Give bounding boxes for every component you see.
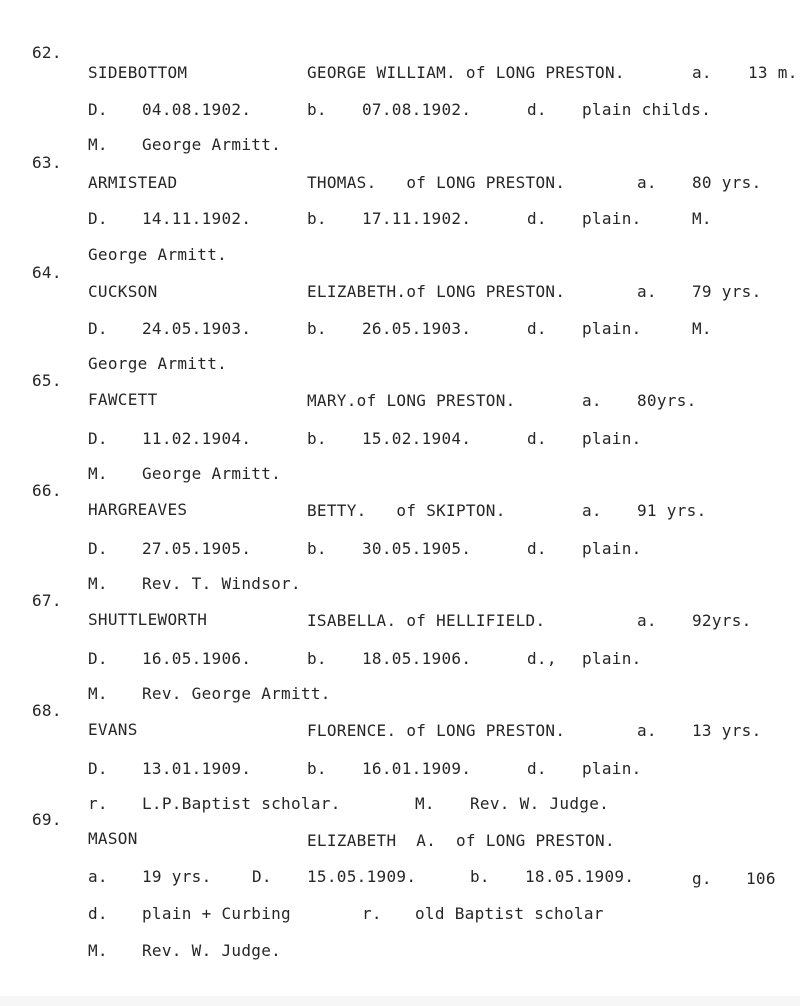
remarks: L.P.Baptist scholar. (142, 794, 341, 813)
minister-name: Rev. W. Judge. (470, 794, 610, 813)
grave-type-label: d. (527, 319, 547, 338)
death-label: D. (88, 539, 108, 558)
death-label: D. (88, 649, 108, 668)
death-date: 13.01.1909. (142, 759, 252, 778)
entry-surname: SHUTTLEWORTH (88, 610, 208, 629)
grave-type: plain. (582, 319, 642, 338)
death-label: D. (252, 867, 272, 886)
age-label: a. (637, 173, 657, 192)
entry-given-name: FLORENCE. of LONG PRESTON. (307, 721, 566, 740)
grave-number-label: g. (692, 869, 712, 888)
burial-label: b. (307, 539, 327, 558)
entry-number: 68. (32, 701, 62, 720)
death-date: 04.08.1902. (142, 100, 252, 119)
grave-type-label: d. (527, 429, 547, 448)
age-value: 80 yrs. (692, 173, 762, 192)
entry-number: 66. (32, 481, 62, 500)
burial-label: b. (307, 100, 327, 119)
burial-date: 30.05.1905. (362, 539, 472, 558)
remarks-label: r. (88, 794, 108, 813)
grave-type: plain + Curbing (142, 904, 291, 923)
entry-given-name: THOMAS. of LONG PRESTON. (307, 173, 566, 192)
minister-label: M. (88, 135, 108, 154)
entry-surname: FAWCETT (88, 390, 158, 409)
grave-type: plain. (582, 759, 642, 778)
death-label: D. (88, 759, 108, 778)
age-label: a. (637, 611, 657, 630)
death-date: 16.05.1906. (142, 649, 252, 668)
minister-name: Rev. W. Judge. (142, 941, 282, 960)
age-label: a. (582, 501, 602, 520)
age-label: a. (692, 63, 712, 82)
death-date: 14.11.1902. (142, 209, 252, 228)
burial-label: b. (307, 759, 327, 778)
death-date: 11.02.1904. (142, 429, 252, 448)
grave-type: plain. (582, 539, 642, 558)
entry-surname: MASON (88, 829, 138, 848)
minister-label: M. (692, 209, 712, 228)
minister-label: M. (88, 464, 108, 483)
entry-given-name: BETTY. of SKIPTON. (307, 501, 506, 520)
entry-number: 69. (32, 810, 62, 829)
death-date: 24.05.1903. (142, 319, 252, 338)
burial-date: 07.08.1902. (362, 100, 472, 119)
death-date: 27.05.1905. (142, 539, 252, 558)
death-label: D. (88, 209, 108, 228)
minister-label: M. (88, 684, 108, 703)
age-value: 13 yrs. (692, 721, 762, 740)
entry-surname: EVANS (88, 720, 138, 739)
minister-label: M. (88, 574, 108, 593)
page-bottom-edge (0, 996, 800, 1006)
grave-type-label: d., (527, 649, 557, 668)
age-value: 13 m. (748, 63, 798, 82)
entry-surname: HARGREAVES (88, 500, 188, 519)
age-value: 19 yrs. (142, 867, 212, 886)
remarks-label: r. (362, 904, 382, 923)
age-label: a. (637, 282, 657, 301)
burial-date: 15.02.1904. (362, 429, 472, 448)
entry-surname: CUCKSON (88, 282, 158, 301)
age-label: a. (88, 867, 108, 886)
minister-label: M. (692, 319, 712, 338)
burial-date: 18.05.1909. (525, 867, 635, 886)
burial-label: b. (307, 209, 327, 228)
age-value: 91 yrs. (637, 501, 707, 520)
burial-date: 18.05.1906. (362, 649, 472, 668)
grave-type: plain. (582, 649, 642, 668)
minister-name: George Armitt. (142, 464, 282, 483)
grave-type-label: d. (527, 100, 547, 119)
age-value: 92yrs. (692, 611, 752, 630)
age-value: 79 yrs. (692, 282, 762, 301)
death-label: D. (88, 319, 108, 338)
entry-given-name: ISABELLA. of HELLIFIELD. (307, 611, 546, 630)
age-label: a. (582, 391, 602, 410)
grave-type-label: d. (527, 759, 547, 778)
burial-label: b. (307, 649, 327, 668)
grave-type-label: d. (527, 209, 547, 228)
entry-number: 63. (32, 153, 62, 172)
burial-label: b. (307, 429, 327, 448)
age-label: a. (637, 721, 657, 740)
entry-given-name: ELIZABETH.of LONG PRESTON. (307, 282, 566, 301)
grave-number: 106 (746, 869, 776, 888)
death-label: D. (88, 100, 108, 119)
grave-type: plain childs. (582, 100, 712, 119)
entry-number: 62. (32, 43, 62, 62)
entry-given-name: MARY.of LONG PRESTON. (307, 391, 516, 410)
remarks: old Baptist scholar (415, 904, 604, 923)
minister-label: M. (88, 941, 108, 960)
burial-label: b. (307, 319, 327, 338)
entry-given-name: GEORGE WILLIAM. of LONG PRESTON. (307, 63, 625, 82)
minister-name: George Armitt. (142, 135, 282, 154)
grave-type: plain. (582, 429, 642, 448)
entry-given-name: ELIZABETH A. of LONG PRESTON. (307, 831, 615, 850)
minister-name: George Armitt. (88, 354, 228, 373)
entry-number: 65. (32, 371, 62, 390)
death-label: D. (88, 429, 108, 448)
burial-date: 26.05.1903. (362, 319, 472, 338)
entry-surname: SIDEBOTTOM (88, 63, 188, 82)
minister-name: Rev. T. Windsor. (142, 574, 301, 593)
minister-name: Rev. George Armitt. (142, 684, 331, 703)
death-date: 15.05.1909. (307, 867, 417, 886)
burial-label: b. (470, 867, 490, 886)
age-value: 80yrs. (637, 391, 697, 410)
grave-type: plain. (582, 209, 642, 228)
grave-type-label: d. (88, 904, 108, 923)
entry-surname: ARMISTEAD (88, 173, 178, 192)
burial-date: 16.01.1909. (362, 759, 472, 778)
grave-type-label: d. (527, 539, 547, 558)
entry-number: 64. (32, 263, 62, 282)
burial-date: 17.11.1902. (362, 209, 472, 228)
minister-label: M. (415, 794, 435, 813)
entry-number: 67. (32, 591, 62, 610)
minister-name: George Armitt. (88, 245, 228, 264)
